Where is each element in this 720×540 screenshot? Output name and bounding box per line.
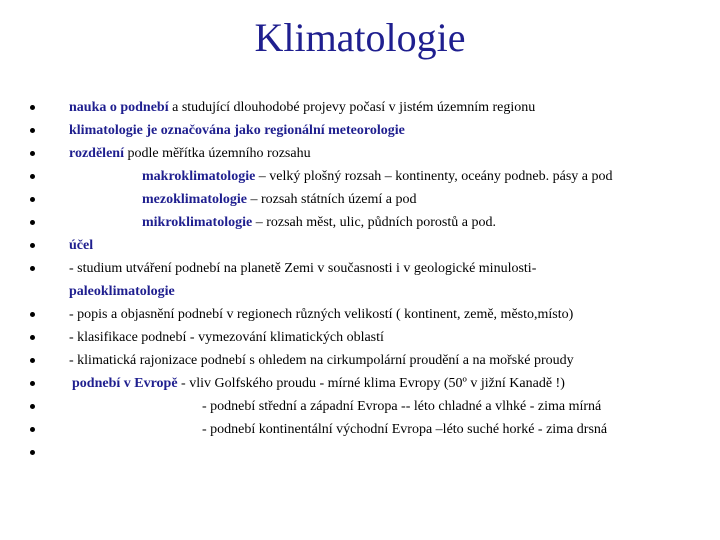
bullet-icon (30, 312, 35, 317)
list-item (0, 142, 720, 165)
list-item (0, 165, 720, 188)
keyword: mezoklimatologie (142, 192, 247, 207)
list-item (0, 188, 720, 211)
list-item (0, 441, 720, 464)
list-item (0, 119, 720, 142)
bullet-icon (30, 128, 35, 133)
item-text: - klasifikace podnebí - vymezování klimatických oblastí (69, 330, 384, 345)
keyword: účel (69, 238, 94, 253)
bullet-icon (30, 335, 35, 340)
list-item (0, 395, 720, 418)
bullet-icon (30, 151, 35, 156)
list-item (0, 326, 720, 349)
list-item (0, 418, 720, 441)
bullet-icon (30, 381, 35, 386)
keyword: podnebí v Evropě (72, 376, 178, 391)
item-text: a studující dlouhodobé projevy počasí v jistém územním regionu (168, 100, 536, 115)
bullet-list (0, 96, 720, 464)
item-text: podle měřítka územního rozsahu (123, 146, 311, 161)
slide-title: Klimatologie (254, 15, 466, 60)
item-text: - vliv Golfského proudu - mírné klima Evropy (50º v jižní Kanadě !) (177, 376, 565, 391)
bullet-icon (30, 450, 35, 455)
list-item (0, 234, 720, 257)
keyword: paleoklimatologie (69, 284, 175, 299)
item-text: - klimatická rajonizace podnebí s ohledem na cirkumpolární proudění a na mořské proudy (69, 353, 574, 368)
item-text: - studium utváření podnebí na planetě Zemi v současnosti i v geologické minulosti- (69, 261, 537, 276)
bullet-icon (30, 220, 35, 225)
bullet-icon (30, 105, 35, 110)
keyword: rozdělení (69, 146, 124, 161)
list-item (0, 211, 720, 234)
bullet-icon (30, 358, 35, 363)
keyword: nauka o podnebí (69, 100, 169, 115)
keyword: makroklimatologie (142, 169, 256, 184)
list-item (0, 96, 720, 119)
list-item (0, 257, 720, 303)
item-text: – rozsah měst, ulic, půdních porostů a pod. (252, 215, 496, 230)
bullet-icon (30, 243, 35, 248)
keyword: klimatologie je označována jako regionální meteorologie (69, 123, 405, 138)
item-text: – rozsah státních území a pod (246, 192, 417, 207)
item-text: - podnebí kontinentální východní Evropa –léto suché horké - zima drsná (202, 422, 608, 437)
keyword: mikroklimatologie (142, 215, 253, 230)
list-item (0, 349, 720, 372)
bullet-icon (30, 427, 35, 432)
item-text: - popis a objasnění podnebí v regionech různých velikostí ( kontinent, země, město,místo) (69, 307, 574, 322)
bullet-icon (30, 266, 35, 271)
bullet-icon (30, 174, 35, 179)
item-text: – velký plošný rozsah – kontinenty, oceány podneb. pásy a pod (255, 169, 613, 184)
list-item (0, 303, 720, 326)
bullet-icon (30, 404, 35, 409)
bullet-icon (30, 197, 35, 202)
list-item (0, 372, 720, 395)
item-text: - podnebí střední a západní Evropa -- léto chladné a vlhké - zima mírná (202, 399, 602, 414)
